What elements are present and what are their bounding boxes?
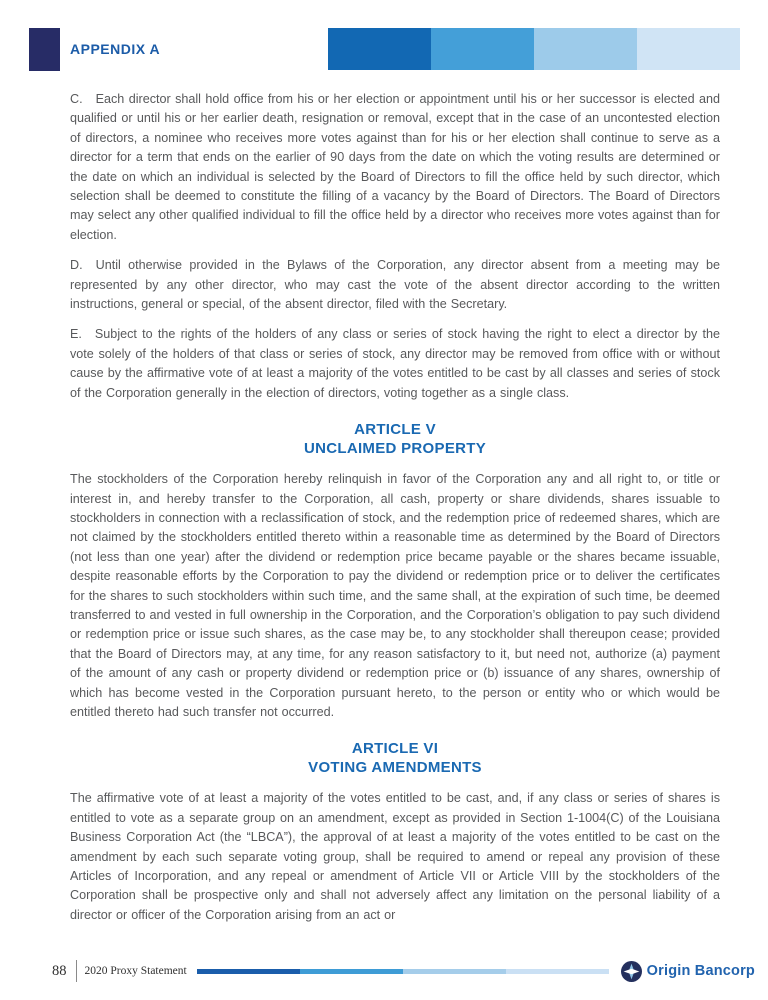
header-accent-bar bbox=[328, 28, 740, 70]
document-title: 2020 Proxy Statement bbox=[84, 965, 187, 977]
article-v-title: UNCLAIMED PROPERTY bbox=[303, 440, 487, 458]
origin-bancorp-logo bbox=[621, 961, 755, 982]
page-number: 88 bbox=[52, 962, 67, 979]
article-vi-section bbox=[70, 739, 720, 925]
header-bar-segment-3 bbox=[534, 28, 637, 70]
paragraph-d-label: D. bbox=[70, 258, 83, 273]
footer-line-segment-4 bbox=[506, 969, 609, 974]
header-bar-segment-2 bbox=[431, 28, 534, 70]
article-v-heading bbox=[70, 420, 720, 458]
paragraph-e-label: E. bbox=[70, 327, 82, 342]
page-footer bbox=[0, 952, 768, 990]
paragraph-e-text: Subject to the rights of the holders of any class or series of stock having the right to elect a director by the vote solely of the holders of that class or series of stock, any director may be removed from office with or without cause by the affirmative vote of at least a majority of the votes entitled to be cast by all classes and series of stock of the Corporation generally in the election of directors, voting together as a single class. bbox=[70, 327, 720, 400]
article-vi-heading bbox=[70, 739, 720, 777]
origin-bancorp-logo-text: Origin Bancorp bbox=[646, 963, 755, 979]
article-vi-number: ARTICLE VI bbox=[351, 740, 439, 758]
paragraph-d-text: Until otherwise provided in the Bylaws of the Corporation, any director absent from a meeting may be represented by any other director, who may cast the vote of the absent director according to the written instructions, general or special, of the absent director, filed with the Secretary. bbox=[70, 258, 720, 312]
article-vi-title: VOTING AMENDMENTS bbox=[308, 759, 482, 777]
footer-line-segment-1 bbox=[197, 969, 300, 974]
article-vi-body: The affirmative vote of at least a majority of the votes entitled to be cast, and, if any class or series of shares is entitled to vote as a separate group on an amendment, except as provided in Section 1-1004(C) of the Louisiana Business Corporation Act (the “LBCA”), the approval of at least a majority of the votes entitled to be cast on the amendment by each such separate voting group, shall be required to amend or repeal any provision of these Articles of Incorporation, and any repeal or amendment of Article VII or Article VIII by the stockholders of the Corporation shall be prospective only and shall not adversely affect any limitation on the personal liability of a director or officer of the Corporation arising from an act or bbox=[70, 791, 720, 922]
appendix-marker-square bbox=[29, 28, 60, 71]
page-title: APPENDIX A bbox=[70, 41, 161, 57]
header-bar-segment-1 bbox=[328, 28, 431, 70]
article-v-number: ARTICLE V bbox=[354, 421, 436, 439]
footer-divider bbox=[76, 960, 77, 982]
article-v-section bbox=[70, 420, 720, 722]
paragraph-c bbox=[70, 90, 720, 245]
document-body bbox=[70, 90, 720, 936]
header-bar-segment-4 bbox=[637, 28, 740, 70]
footer-line-segment-2 bbox=[300, 969, 403, 974]
article-v-body: The stockholders of the Corporation hereby relinquish in favor of the Corporation any and all right to, or title or interest in, and hereby transfer to the Corporation, all cash, property or share dividends, shares issuable to stockholders in connection with a reclassification of stock, and the redemption price of redeemed shares, which are not claimed by the stockholders entitled thereto within a reasonable time as determined by the Board of Directors (not less than one year) after the dividend or redemption price became payable or the shares became issuable, despite reasonable efforts by the Corporation to pay the dividend or redemption price or to deliver the certificates for the shares to such stockholders within such time, and the same shall, at the expiration of such time, be deemed transferred to and vested in full ownership in the Corporation, and the Corporation’s obligation to pay such dividend or redemption price or issue such shares, as the case may be, to any stockholder shall thereupon cease; provided that the Board of Directors may, at any time, for any reason satisfactory to it, but need not, authorize (a) payment of the amount of any cash or property dividend or redemption price or (b) issuance of any shares, ownership of which has become vested in the Corporation pursuant hereto, to the person or entity who or which would be entitled thereto had such transfer not occurred. bbox=[70, 472, 720, 719]
footer-line-segment-3 bbox=[403, 969, 506, 974]
paragraph-c-label: C. bbox=[70, 92, 83, 106]
origin-bancorp-logo-icon bbox=[621, 961, 642, 982]
footer-accent-line bbox=[197, 969, 609, 974]
paragraph-c-text: Each director shall hold office from his or her election or appointment until his or her successor is elected and qualified or until his or her earlier death, resignation or removal, except that in the case of an uncontested election of directors, a nominee who receives more votes against than for his or her election shall continue to serve as a director for a term that ends on the earlier of 90 days from the date on which the voting results are determined or the date on which an individual is selected by the Board of Directors to fill the office held by such director, which selection shall be deemed to constitute the filling of a vacancy by the Board of Directors. The Board of Directors may select any other qualified individual to fill the office held by a director who receives more votes against than for election. bbox=[70, 92, 720, 242]
paragraph-d bbox=[70, 256, 720, 314]
paragraph-e bbox=[70, 325, 720, 403]
